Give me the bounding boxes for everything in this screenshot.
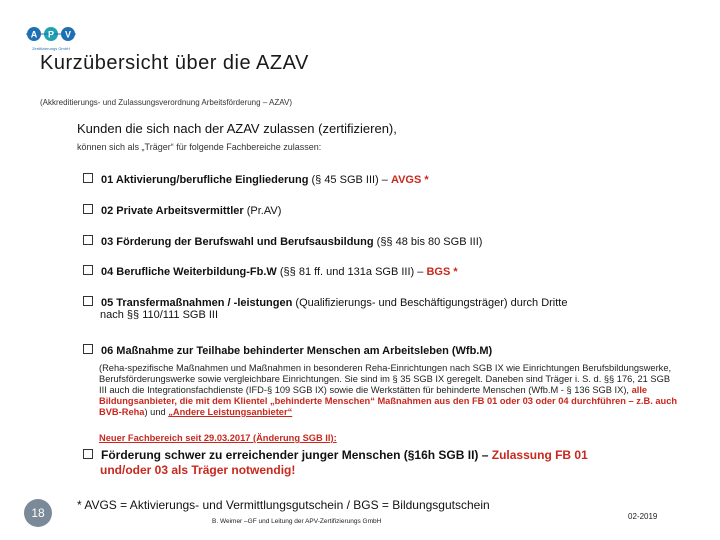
item-title: 06 Maßnahme zur Teilhabe behinderter Menschen am Arbeitsleben (Wfb.M) [101,345,493,357]
item-detail: (§§ 48 bis 80 SGB III) [373,236,483,248]
item-title: Förderung schwer zu erreichender junger Menschen (§16h SGB II) – [101,448,492,462]
item-title: 04 Berufliche Weiterbildung-Fb.W [101,266,277,278]
checkbox-bullet-icon [83,204,93,214]
detail-text: (Reha-spezifische Maßnahmen und Maßnahmen in besonderen Reha-Einrichtungen nach SGB IX wie Einrichtungen Berufsbildungswerke, Berufsförderungswerke sowie vergleichbare Einrichtungen. Sie sind im § 35 SGB IX geregelt. Daneben sind Träger i. S. d. §§ 176, 21 SGB III auch die Integrationsfachdienste (IFD-§ 109 SGB IX) sowie die Werkstätten für behinderte Menschen (Wfb.M - § 136 SGB IX), [99,363,672,395]
list-item-01 [83,173,429,187]
new-area-note: Neuer Fachbereich seit 29.03.2017 (Änderung SGB II): [99,433,337,443]
svg-text:V: V [64,29,72,40]
item-title: 05 Transfermaßnahmen / -leistungen [101,297,293,309]
footnote: * AVGS = Aktivierungs- und Vermittlungsgutschein / BGS = Bildungsgutschein [77,498,490,512]
page-number-badge: 18 [24,499,52,527]
detail-highlight: alle Bildungsanbieter, die mit dem Klientel „behinderte Menschen“ Maßnahmen aus den FB 01 oder 03 oder 04 durchführen – z.B. auch BVB-Reha [99,385,678,417]
slide-title: Kurzübersicht über die AZAV [40,52,309,74]
list-item-05-continuation: nach §§ 110/111 SGB III [100,309,219,321]
item-detail: (§§ 81 ff. und 131a SGB III) – [276,266,427,278]
detail-highlight-providers: „Andere Leistungsanbieter“ [168,407,293,417]
list-item-06 [83,344,492,358]
item-continuation: und/oder 03 als Träger notwendig! [100,463,296,477]
svg-text:P: P [47,29,55,40]
item-detail: (Qualifizierungs- und Beschäftigungsträger) durch Dritte [292,297,568,309]
footer-author: B. Weimer –GF und Leitung der APV-Zertifizierungs GmbH [212,518,382,525]
item-detail: (Pr.AV) [243,205,282,217]
item-06-detail [99,363,679,418]
list-item-07 [83,448,588,478]
checkbox-bullet-icon [83,235,93,245]
item-title: 01 Aktivierung/berufliche Eingliederung [101,174,309,186]
footer-date: 02-2019 [628,512,658,521]
svg-text:A: A [30,29,38,40]
item-tag: Zulassung FB 01 [491,448,588,462]
checkbox-bullet-icon [83,296,93,306]
list-item-05 [83,296,567,310]
item-tag: AVGS * [390,174,429,186]
item-detail: (§ 45 SGB III) – [308,174,391,186]
list-item-03 [83,235,482,249]
item-tag: BGS * [426,266,458,278]
intro-text: können sich als „Träger“ für folgende Fachbereiche zulassen: [77,142,322,152]
checkbox-bullet-icon [83,265,93,275]
list-item-02 [83,204,281,218]
section-heading: Kunden die sich nach der AZAV zulassen (zertifizieren), [77,121,397,136]
svg-text:Zertifizierungs GmbH: Zertifizierungs GmbH [32,46,70,51]
checkbox-bullet-icon [83,449,93,459]
item-title: 03 Förderung der Berufswahl und Berufsausbildung [101,236,374,248]
checkbox-bullet-icon [83,344,93,354]
list-item-04 [83,265,458,279]
checkbox-bullet-icon [83,173,93,183]
slide-subtitle: (Akkreditierungs- und Zulassungsverordnung Arbeitsförderung – AZAV) [40,98,292,107]
item-title: 02 Private Arbeitsvermittler [101,205,244,217]
detail-text-mid: ) und [144,407,169,417]
